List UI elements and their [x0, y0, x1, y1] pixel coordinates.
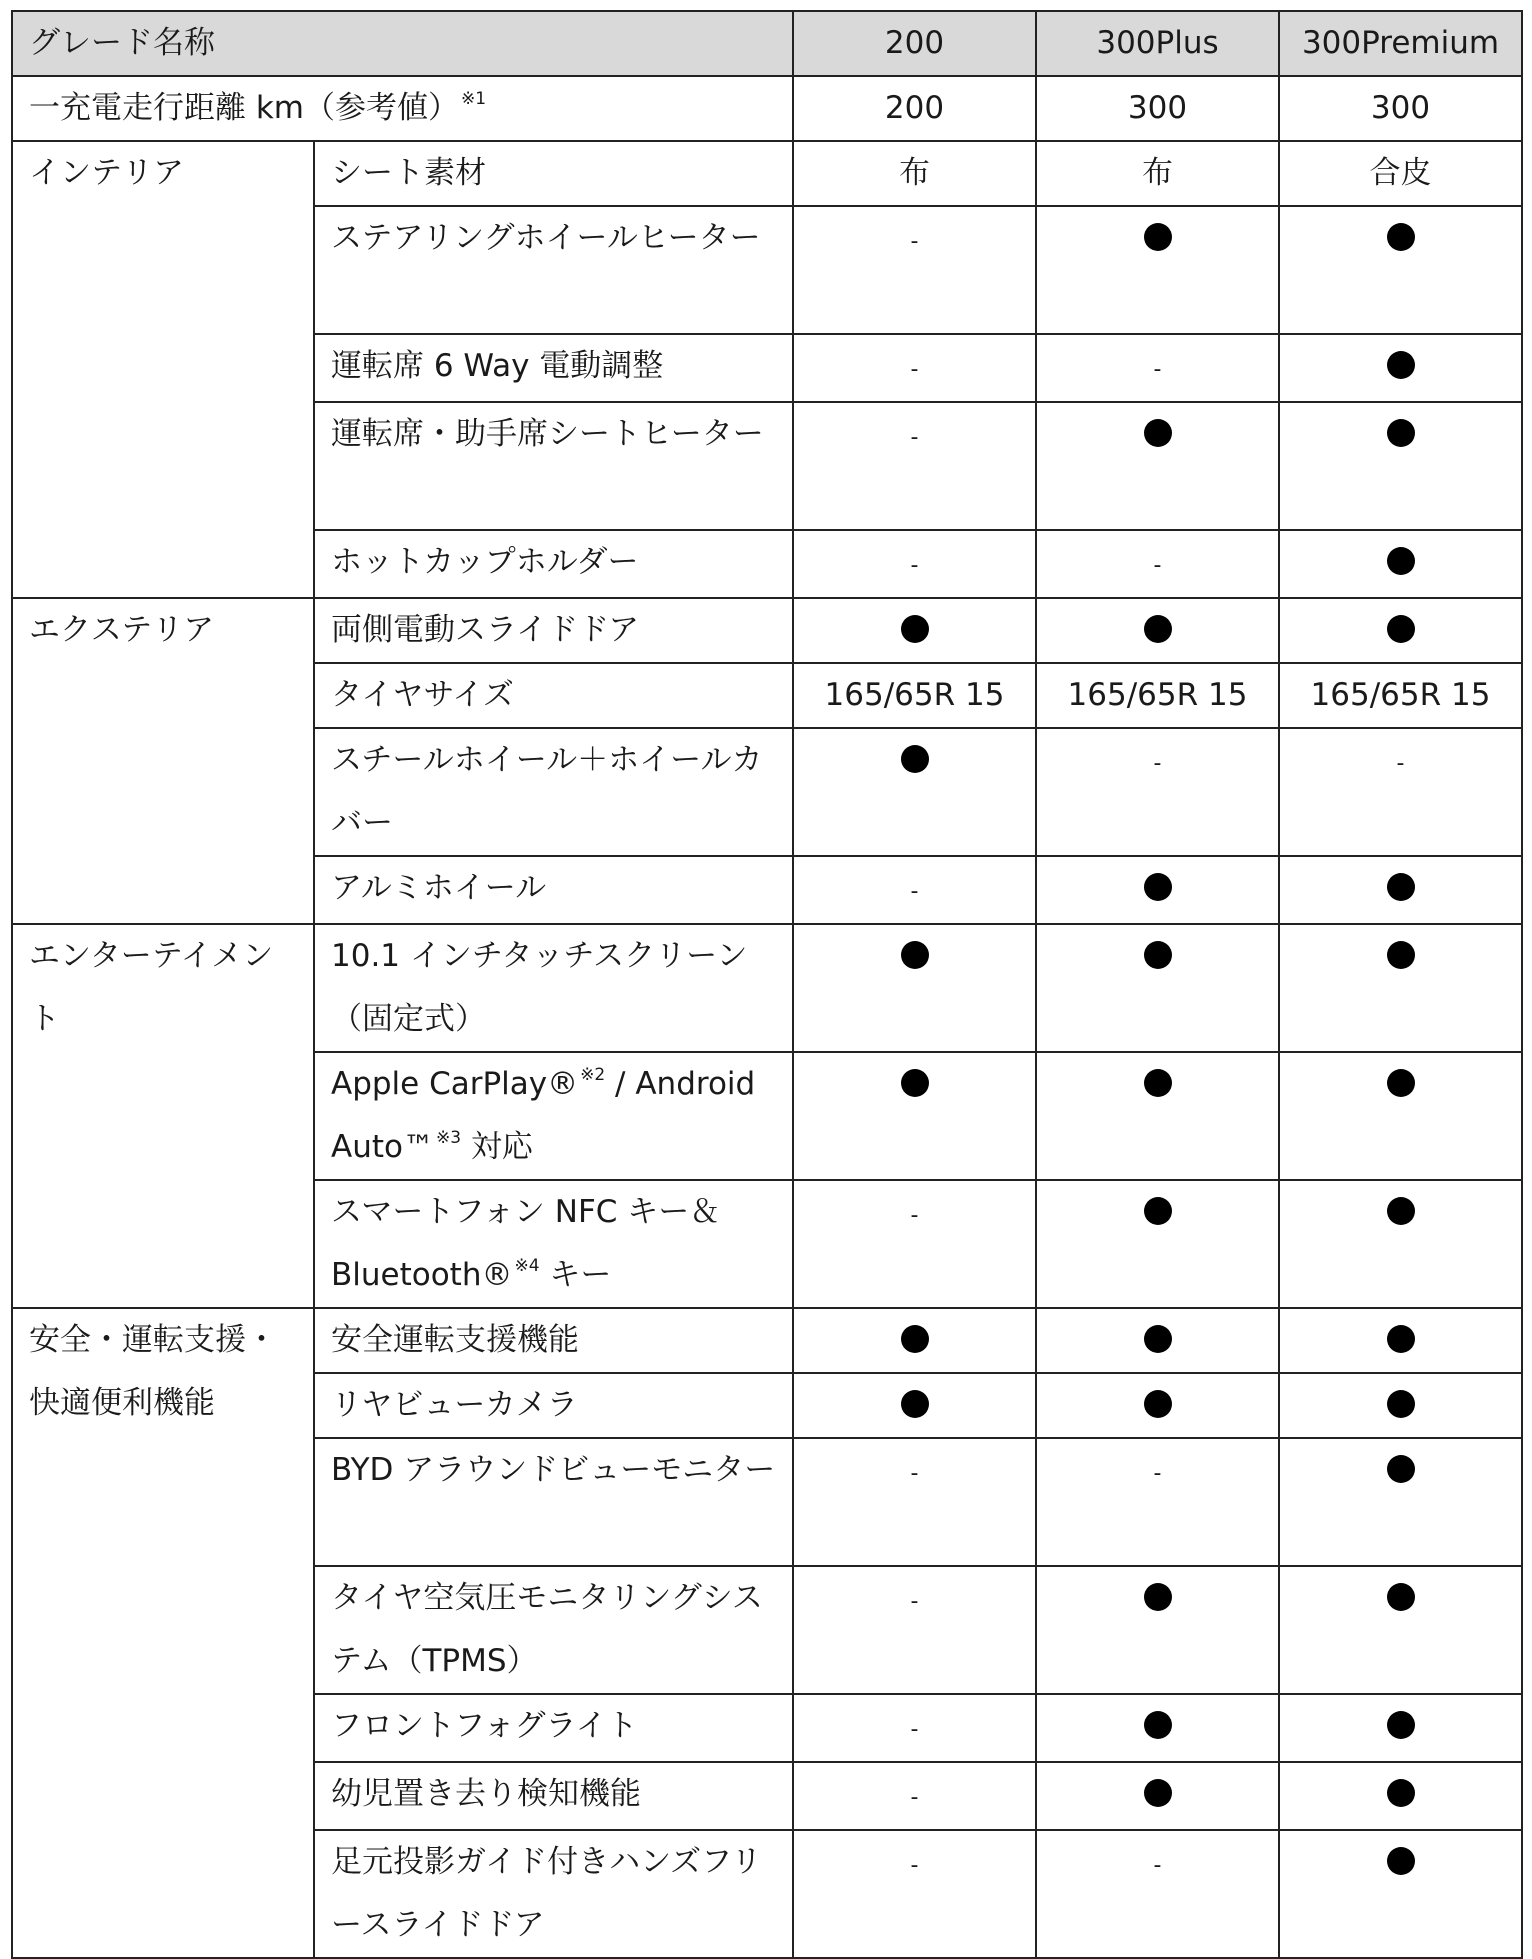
available-dot-icon [1144, 223, 1172, 251]
not-available-mark: - [910, 1717, 919, 1742]
feature-label: アルミホイール [314, 856, 793, 924]
range-footnote: ※1 [461, 89, 487, 109]
available-dot-icon [1144, 1390, 1172, 1418]
feature-label: ステアリングホイールヒーター [314, 206, 793, 334]
not-available-mark: - [1396, 751, 1405, 776]
feature-value [793, 1308, 1036, 1373]
feature-value [793, 206, 1036, 334]
spec-table [11, 10, 1523, 1959]
available-dot-icon [1144, 419, 1172, 447]
feature-label: BYD アラウンドビューモニター [314, 1438, 793, 1566]
feature-value [793, 1052, 1036, 1180]
feature-value: 165/65R 15 [793, 663, 1036, 728]
feature-value [1036, 530, 1279, 598]
available-dot-icon [1387, 1069, 1415, 1097]
not-available-mark: - [910, 425, 919, 450]
feature-value [1036, 334, 1279, 402]
feature-value [793, 334, 1036, 402]
feature-value [1036, 1830, 1279, 1958]
feature-value: 布 [793, 141, 1036, 206]
feature-value [1279, 402, 1522, 530]
category-exterior: エクステリア [12, 598, 314, 924]
available-dot-icon [1387, 351, 1415, 379]
footnote-mark: ※2 [580, 1065, 606, 1085]
feature-value [1279, 924, 1522, 1052]
available-dot-icon [901, 1069, 929, 1097]
available-dot-icon [1387, 547, 1415, 575]
not-available-mark: - [910, 553, 919, 578]
feature-value [1279, 1762, 1522, 1830]
feature-label: 両側電動スライドドア [314, 598, 793, 663]
category-entertainment: エンターテイメント [12, 924, 314, 1308]
feature-value [793, 1694, 1036, 1762]
available-dot-icon [1144, 1779, 1172, 1807]
not-available-mark: - [910, 1203, 919, 1228]
available-dot-icon [1387, 1390, 1415, 1418]
available-dot-icon [1387, 873, 1415, 901]
feature-label: タイヤ空気圧モニタリングシステム（TPMS） [314, 1566, 793, 1694]
feature-label: ホットカップホルダー [314, 530, 793, 598]
feature-value [1279, 1180, 1522, 1308]
table-row [12, 141, 1522, 206]
feature-value [1279, 1052, 1522, 1180]
feature-label: シート素材 [314, 141, 793, 206]
feature-value [1279, 334, 1522, 402]
available-dot-icon [1387, 1779, 1415, 1807]
feature-value [1036, 598, 1279, 663]
feature-value [1279, 530, 1522, 598]
table-row [12, 598, 1522, 663]
available-dot-icon [901, 941, 929, 969]
feature-label-text: スマートフォン NFC キー＆ Bluetooth® [331, 1194, 721, 1293]
feature-value [1036, 1438, 1279, 1566]
available-dot-icon [1144, 941, 1172, 969]
feature-label: リヤビューカメラ [314, 1373, 793, 1438]
available-dot-icon [1144, 873, 1172, 901]
available-dot-icon [901, 745, 929, 773]
available-dot-icon [901, 615, 929, 643]
feature-value [793, 1762, 1036, 1830]
feature-label: 足元投影ガイド付きハンズフリースライドドア [314, 1830, 793, 1958]
range-label-cell [12, 76, 793, 141]
feature-label-text: 対応 [461, 1129, 533, 1165]
not-available-mark: - [910, 1589, 919, 1614]
grade-200-header: 200 [793, 11, 1036, 76]
not-available-mark: - [1153, 1461, 1162, 1486]
feature-label: フロントフォグライト [314, 1694, 793, 1762]
feature-value [1279, 1308, 1522, 1373]
feature-value [793, 924, 1036, 1052]
feature-value [793, 1438, 1036, 1566]
feature-label-text: / Android Auto™ [331, 1066, 756, 1165]
available-dot-icon [1387, 1325, 1415, 1353]
footnote-mark: ※4 [514, 1256, 540, 1276]
range-value: 300 [1279, 76, 1522, 141]
feature-label: タイヤサイズ [314, 663, 793, 728]
grade-300plus-header: 300Plus [1036, 11, 1279, 76]
feature-value [1279, 1694, 1522, 1762]
feature-label: 安全運転支援機能 [314, 1308, 793, 1373]
feature-value [793, 530, 1036, 598]
available-dot-icon [1387, 1711, 1415, 1739]
feature-value [793, 1566, 1036, 1694]
available-dot-icon [1144, 1197, 1172, 1225]
available-dot-icon [1387, 941, 1415, 969]
not-available-mark: - [910, 1853, 919, 1878]
available-dot-icon [1387, 1847, 1415, 1875]
feature-value [1036, 1180, 1279, 1308]
not-available-mark: - [1153, 357, 1162, 382]
available-dot-icon [1144, 1069, 1172, 1097]
feature-value [1036, 1052, 1279, 1180]
feature-value [793, 1180, 1036, 1308]
feature-value [1036, 1566, 1279, 1694]
footnote-mark: ※3 [435, 1128, 462, 1148]
feature-value [1279, 1373, 1522, 1438]
feature-value [1036, 728, 1279, 856]
feature-value: 合皮 [1279, 141, 1522, 206]
not-available-mark: - [910, 229, 919, 254]
not-available-mark: - [1153, 751, 1162, 776]
not-available-mark: - [910, 879, 919, 904]
feature-label: 運転席・助手席シートヒーター [314, 402, 793, 530]
feature-value: 布 [1036, 141, 1279, 206]
feature-value [1036, 856, 1279, 924]
feature-value [1036, 1373, 1279, 1438]
feature-value [793, 1373, 1036, 1438]
available-dot-icon [1387, 1455, 1415, 1483]
available-dot-icon [1144, 1583, 1172, 1611]
available-dot-icon [1144, 1325, 1172, 1353]
feature-value [1036, 1694, 1279, 1762]
feature-value [793, 856, 1036, 924]
feature-value [1036, 1762, 1279, 1830]
feature-value [793, 1830, 1036, 1958]
available-dot-icon [1387, 419, 1415, 447]
feature-value [1279, 1830, 1522, 1958]
feature-label-text: Apple CarPlay® [331, 1066, 579, 1102]
feature-value: 165/65R 15 [1279, 663, 1522, 728]
available-dot-icon [1387, 1583, 1415, 1611]
available-dot-icon [1387, 1197, 1415, 1225]
range-value: 300 [1036, 76, 1279, 141]
feature-value [793, 402, 1036, 530]
feature-value [1279, 206, 1522, 334]
range-label: 一充電走行距離 km（参考値） [29, 90, 460, 126]
feature-value [1036, 1308, 1279, 1373]
header-row [12, 11, 1522, 76]
category-safety: 安全・運転支援・快適便利機能 [12, 1308, 314, 1958]
feature-label [314, 1052, 793, 1180]
category-interior: インテリア [12, 141, 314, 598]
table-row [12, 1308, 1522, 1373]
not-available-mark: - [1153, 1853, 1162, 1878]
feature-value [1036, 206, 1279, 334]
feature-label [314, 1180, 793, 1308]
feature-value [1279, 1438, 1522, 1566]
feature-label: 10.1 インチタッチスクリーン（固定式） [314, 924, 793, 1052]
not-available-mark: - [910, 1461, 919, 1486]
table-row [12, 924, 1522, 1052]
available-dot-icon [901, 1390, 929, 1418]
feature-label: 運転席 6 Way 電動調整 [314, 334, 793, 402]
available-dot-icon [1387, 615, 1415, 643]
feature-label: スチールホイール＋ホイールカバー [314, 728, 793, 856]
feature-value: 165/65R 15 [1036, 663, 1279, 728]
feature-value [793, 728, 1036, 856]
grade-300premium-header: 300Premium [1279, 11, 1522, 76]
not-available-mark: - [910, 1785, 919, 1810]
available-dot-icon [1144, 615, 1172, 643]
feature-value [1279, 598, 1522, 663]
feature-value [1279, 728, 1522, 856]
available-dot-icon [1144, 1711, 1172, 1739]
feature-value [793, 598, 1036, 663]
feature-label: 幼児置き去り検知機能 [314, 1762, 793, 1830]
available-dot-icon [1387, 223, 1415, 251]
range-value: 200 [793, 76, 1036, 141]
not-available-mark: - [910, 357, 919, 382]
not-available-mark: - [1153, 553, 1162, 578]
feature-value [1279, 856, 1522, 924]
grade-name-label: グレード名称 [12, 11, 793, 76]
feature-value [1279, 1566, 1522, 1694]
range-row [12, 76, 1522, 141]
feature-value [1036, 924, 1279, 1052]
available-dot-icon [901, 1325, 929, 1353]
feature-label-text: キー [539, 1257, 612, 1293]
feature-value [1036, 402, 1279, 530]
